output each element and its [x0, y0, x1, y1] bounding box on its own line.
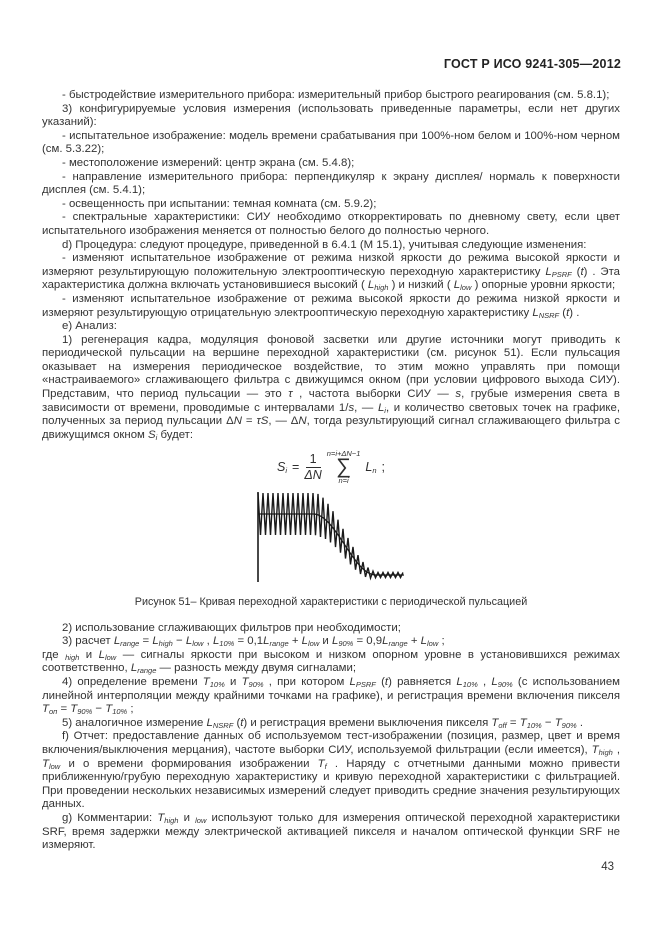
- paragraph: 1) регенерация кадра, модуляция фоновой засветки или другие источники могут приводить к периодической пульсации на вершине переходной характеристики (см. рисунок 51). Если пульсация оказывает на измерения периодическое воздействие, то этим можно управлять при помощи «настраиваемого» сглаживающего фильтра с движущимся окном (при условии цифрового выхода СИУ). Представим, что период пульсации — это τ , частота выборки СИУ — s, грубые измерения света в зависимости от времени, проводимые с интервалами 1/s, — $L_i$, и количество световых точек на графике, полученных за период пульсации ΔN = τS, — ΔN, тогда результирующий сигнал сглаживающего фильтра с движущимся окном $S_i$ будет:: [42, 333, 621, 442]
- formula-lhs: $S_i$: [277, 459, 288, 475]
- fraction-numerator: 1: [306, 453, 321, 468]
- paragraph: - изменяют испытательное изображение от режима высокой яркости до режима низкой яркости и измеряют результирующую отрицательную электрооптическую переходную характеристику $L_{NSRF}$ (t) .: [42, 292, 620, 320]
- formula-terminator: ;: [381, 459, 385, 474]
- fraction-denominator: ΔN: [304, 467, 322, 482]
- paragraph: - местоположение измерений: центр экрана (см. 5.4.8);: [62, 156, 355, 169]
- figure-51: [42, 492, 620, 609]
- document-body: [42, 89, 620, 853]
- fraction: [304, 453, 321, 482]
- document-header-title: ГОСТ Р ИСО 9241-305—2012: [443, 57, 621, 71]
- summation-lower-limit: n=i: [338, 476, 349, 486]
- paragraph: 5) аналогичное измерение $L_{NSRF}$ (t) и регистрация времени выключения пикселя $T_{off} = T_{10\%} - T_{90\%}$ .: [62, 716, 584, 730]
- smoothing-filter-formula: [42, 444, 620, 490]
- summation: [327, 450, 361, 485]
- sigma-symbol: ∑: [336, 455, 352, 479]
- paragraph: 3) расчет $L_{range} = L_{high} - L_{low}$ , $L_{10\%} = 0,1L_{range} + L_{low}$ и $L_{90\%} = 0,9L_{range} + L_{low}$ ;: [62, 635, 445, 649]
- paragraphs-top: [42, 89, 620, 442]
- paragraphs-bottom: [42, 622, 620, 853]
- equals-sign: =: [292, 459, 300, 474]
- paragraph: 2) использование сглаживающих фильтров при необходимости;: [62, 621, 401, 634]
- paragraph: - изменяют испытательное изображение от режима низкой яркости до режима высокой яркости и измеряют результирующую положительную электрооптическую переходную характеристику $L_{PSRF}$ (t) . Эта характеристика должна включать установившиеся высокий ( $L_{high}$ ) и низкий ( $L_{low}$ ) опорные уровни яркости;: [42, 252, 620, 293]
- figure-caption: Рисунок 51– Кривая переходной характеристики с периодической пульсацией: [134, 596, 528, 609]
- page-number: 43: [601, 861, 614, 873]
- paragraph: е) Анализ:: [62, 320, 117, 333]
- paragraph: - направление измерительного прибора: перпендикуляр к экрану дисплея/ нормаль к поверхности дисплея (см. 5.4.1);: [42, 170, 620, 197]
- summation-upper-limit: n=i+ΔN−1: [326, 448, 361, 458]
- formula-rhs: $L_n$: [365, 459, 377, 475]
- paragraph: g) Комментарии: $T_{high}$ и $_{low}$ используют только для измерения оптической переходной характеристики SRF, время задержки между электрической активацией пикселя и началом оптической функции SRF не измеряют.: [42, 811, 620, 852]
- paragraph: - освещенность при испытании: темная комната (см. 5.9.2);: [62, 197, 377, 210]
- paragraph: 4) определение времени $T_{10\%}$ и $T_{90\%}$ , при котором $L_{PSRF}$ (t) равняется $L_{10\%}$ , $L_{90\%}$ (с использованием линейной интерполяции между крайними точками на графике), и регистрация времени включения пикселя $T_{оп} = T_{90\%} - T_{10\%}$ ;: [42, 676, 621, 717]
- paragraph: - быстродействие измерительного прибора: измерительный прибор быстрого реагирования (см. 5.8.1);: [62, 89, 610, 101]
- paragraph: 3) конфигурируемые условия измерения (использовать приведенные параметры, если нет других указаний):: [42, 102, 620, 129]
- paragraph: d) Процедура: следуют процедуре, приведенной в 6.4.1 (М 15.1), учитывая следующие изменения:: [62, 238, 587, 251]
- paragraph: - испытательное изображение: модель времени срабатывания при 100%-ном белом и 100%-ном черном (см. 5.3.22);: [42, 129, 620, 156]
- paragraph: где $_{high}$ и $L_{low}$ — сигналы яркости при высоком и низком опорном уровне в установившихся режимах соответственно, $L_{range}$ — разность между двумя сигналами;: [42, 648, 620, 676]
- paragraph: f) Отчет: предоставление данных об используемом тест-изображении (позиция, размер, цвет и время включения/выключения мерцания), частоте выборки СИУ, используемой фильтрации (если имеется), $T_{high}$ , $T_{low}$ и о времени формирования изображении $T_f$ . Наряду с отчетными данными можно привести приближенную/грубую переходную характеристику и кривую переходной характеристики с фильтрацией. При проведении нескольких независимых измерений следует приводить средние значения результирующих данных.: [42, 730, 621, 811]
- pulsation-waveform: [258, 493, 403, 578]
- paragraph: - спектральные характеристики: СИУ необходимо откорректировать по дневному свету, если цвет испытательного изображения меняется от полностью белого до полностью черного.: [42, 211, 620, 237]
- transient-curve-plot: [256, 492, 406, 584]
